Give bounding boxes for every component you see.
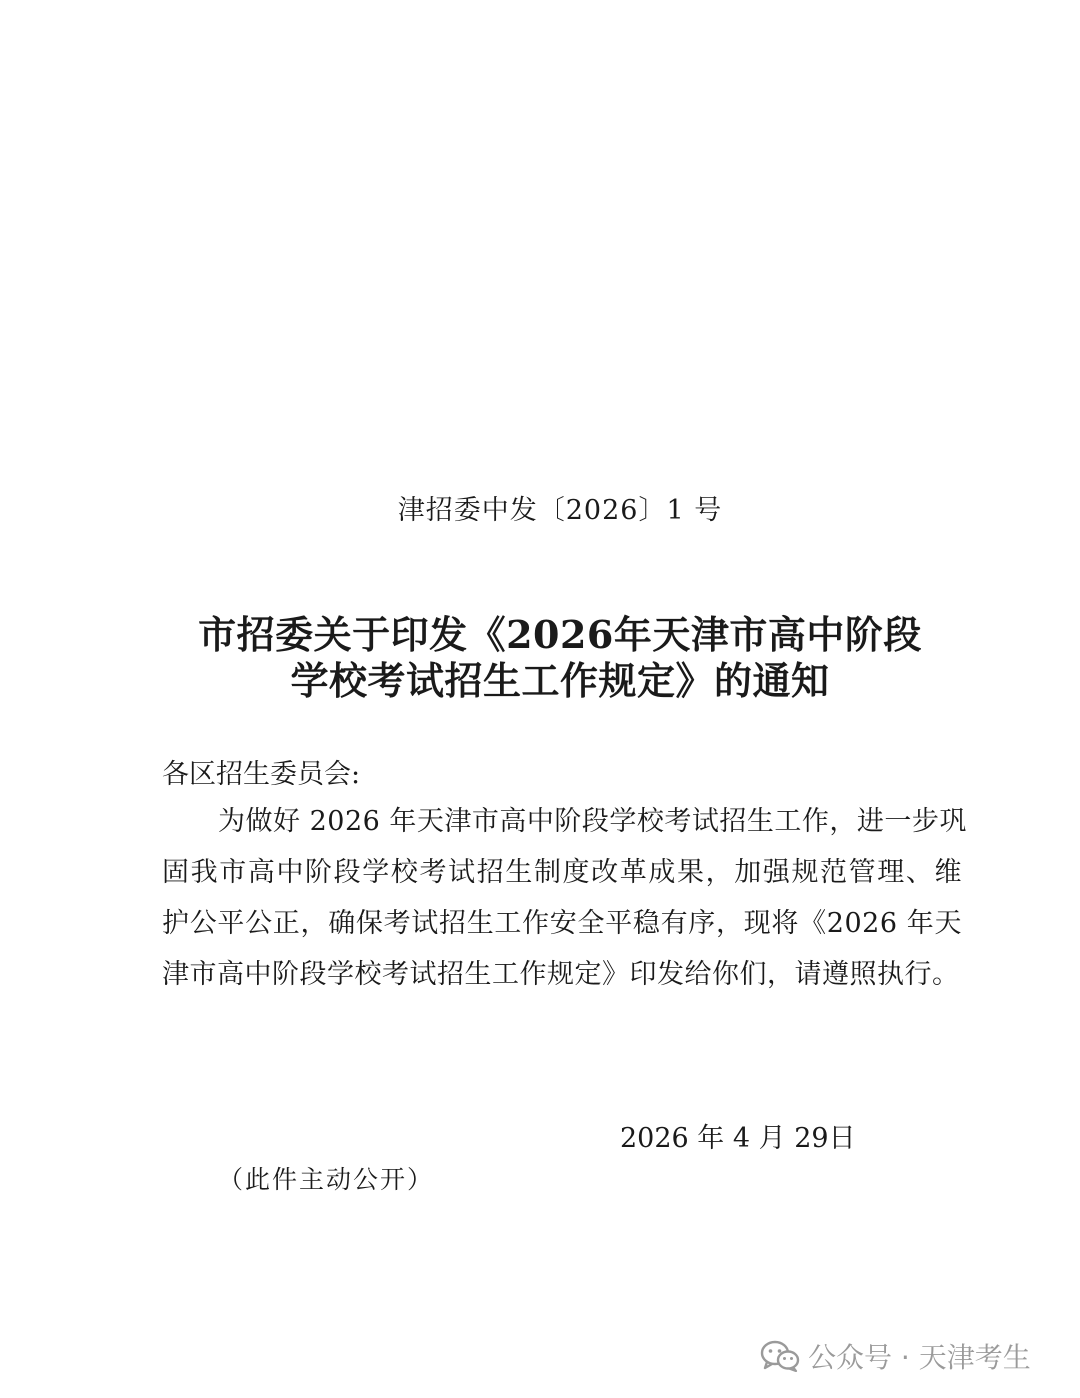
disclosure-note: （此件主动公开） xyxy=(218,1165,435,1194)
title-line-1: 市招委关于印发《2026年天津市高中阶段 xyxy=(198,612,922,657)
issue-date: 2026 年 4 月 29日 xyxy=(620,1123,856,1154)
body-line-1: 为做好 2026 年天津市高中阶段学校考试招生工作，进一步巩 xyxy=(218,806,967,837)
body-paragraph xyxy=(162,796,967,1000)
wechat-icon xyxy=(760,1340,800,1372)
document-title xyxy=(0,612,1080,704)
body-line-3: 护公平公正，确保考试招生工作安全平稳有序，现将《2026 年天 xyxy=(162,908,962,939)
addressee: 各区招生委员会: xyxy=(162,759,361,790)
title-line-2: 学校考试招生工作规定》的通知 xyxy=(290,658,830,703)
document-number: 津招委中发〔2026〕1 号 xyxy=(397,495,723,526)
body-line-2: 固我市高中阶段学校考试招生制度改革成果，加强规范管理、维 xyxy=(162,857,962,888)
watermark-text: 公众号 · 天津考生 xyxy=(808,1341,1031,1374)
body-line-4: 津市高中阶段学校考试招生工作规定》印发给你们，请遵照执行。 xyxy=(162,959,960,990)
wechat-watermark xyxy=(760,1334,1031,1378)
